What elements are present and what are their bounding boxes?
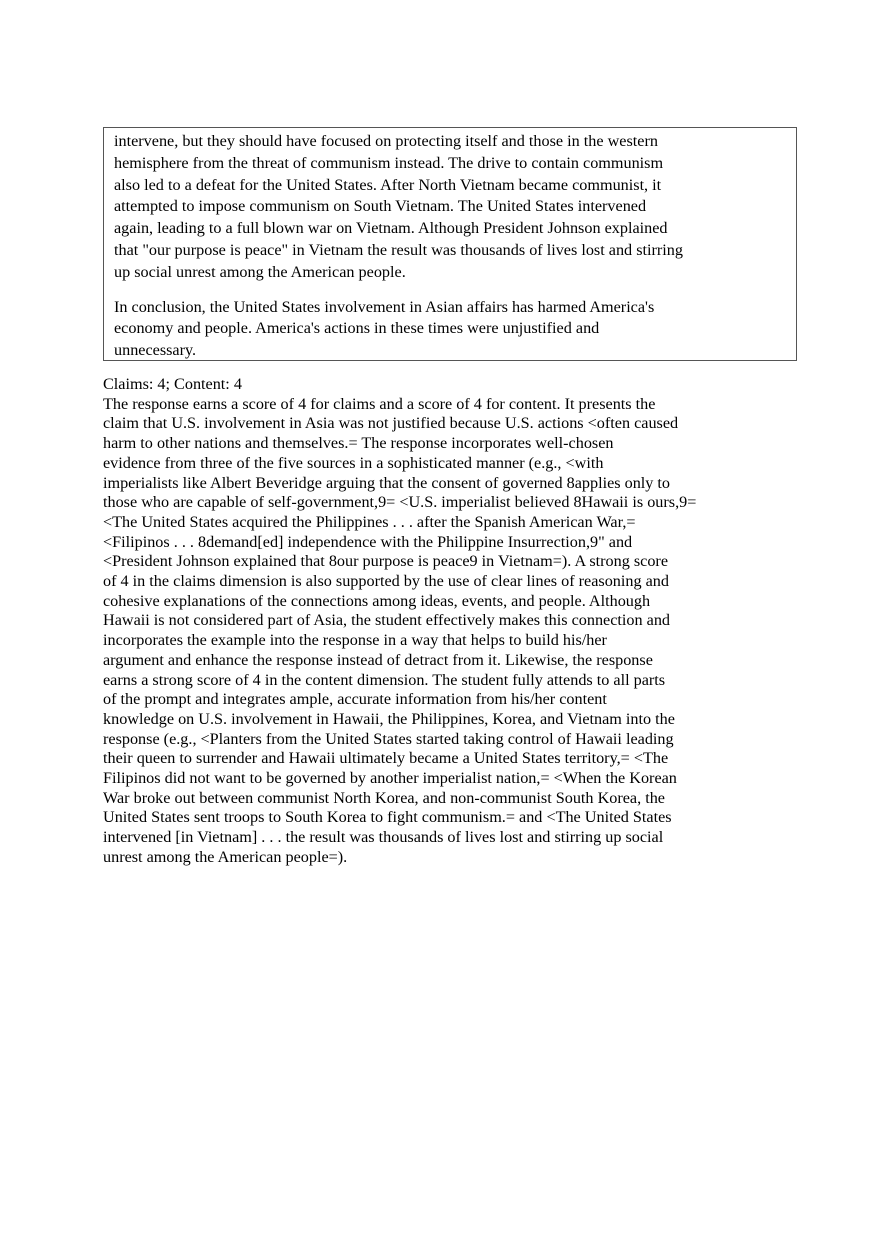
student-essay-excerpt — [103, 127, 797, 361]
essay-paragraph-conclusion: In conclusion, the United States involvement in Asian affairs has harmed America's economy and people. America's actions in these times were unjustified and unnecessary. — [114, 297, 655, 360]
essay-paragraph-body: intervene, but they should have focused on protecting itself and those in the western hemisphere from the threat of communism instead. The drive to contain communism also led to a defeat for the United States. After North Vietnam became communist, it attempted to impose communism on South Vietnam. The United States intervened again, leading to a full blown war on Vietnam. Although President Johnson explained that "our purpose is peace" in Vietnam the result was thousands of lives lost and stirring up social unrest among the American people. — [114, 132, 683, 281]
score-summary: Claims: 4; Content: 4 — [103, 375, 242, 393]
score-commentary: The response earns a score of 4 for claims and a score of 4 for content. It presents the claim that U.S. involvement in Asia was not justified because U.S. actions <often caused harm to other nations and themselves.= The response incorporates well-chosen evidence from three of the five sources in a sophisticated manner (e.g., <with imperialists like Albert Beveridge arguing that the consent of governed 8applies only to those who are capable of self-government,9= <U.S. imperialist believed 8Hawaii is ours,9= <The United States acquired the Philippines . . . after the Spanish American War,= <Filipinos . . . 8demand[ed] independence with the Philippine Insurrection,9" and <President Johnson explained that 8our purpose is peace9 in Vietnam=). A strong score of 4 in the claims dimension is also supported by the use of clear lines of reasoning and cohesive explanations of the connections among ideas, events, and people. Although Hawaii is not considered part of Asia, the student effectively makes this connection and incorporates the example into the response in a way that helps to build his/her argument and enhance the response instead of detract from it. Likewise, the response earns a strong score of 4 in the content dimension. The student fully attends to all parts of the prompt and integrates ample, accurate information from his/her content knowledge on U.S. involvement in Hawaii, the Philippines, Korea, and Vietnam into the response (e.g., <Planters from the United States started taking control of Hawaii leading their queen to surrender and Hawaii ultimately became a United States territory,= <The Filipinos did not want to be governed by another imperialist nation,= <When the Korean War broke out between communist North Korea, and non-communist South Korea, the United States sent troops to South Korea to fight communism.= and <The United States intervened [in Vietnam] . . . the result was thousands of lives lost and stirring up social unrest among the American people=). — [103, 394, 697, 866]
scoring-commentary-section — [103, 375, 743, 868]
